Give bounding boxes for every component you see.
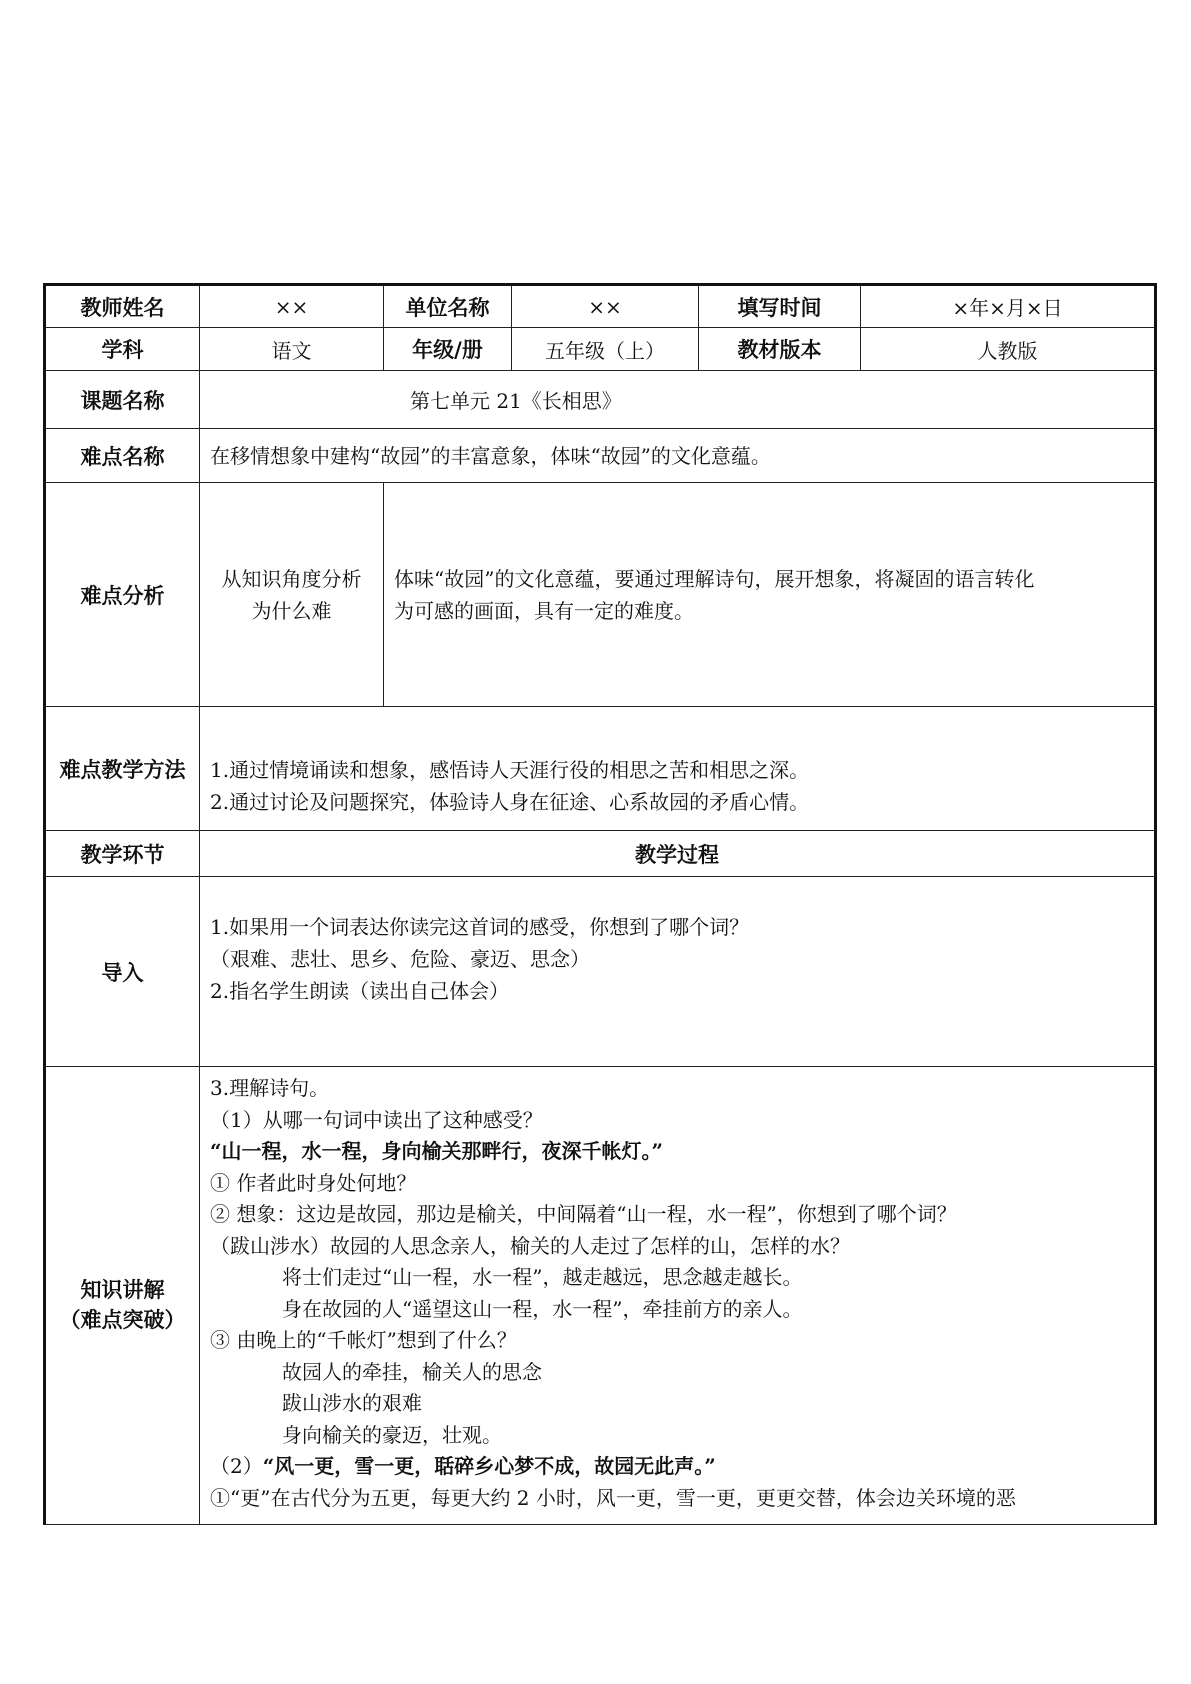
knowledge-line-4: ① 作者此时身处何地？ xyxy=(210,1170,417,1195)
lesson-plan-table xyxy=(43,283,1157,1525)
analysis-content xyxy=(384,483,1156,707)
difficulty-label: 难点名称 xyxy=(45,429,200,483)
knowledge-line-7: 将士们走过“山一程，水一程”，越走越远，思念越走越长。 xyxy=(282,1265,803,1289)
knowledge-label xyxy=(45,1067,200,1525)
intro-label: 导入 xyxy=(45,877,200,1067)
grade-label: 年级/册 xyxy=(384,328,512,371)
stage-header: 教学环节 xyxy=(45,831,200,877)
teacher-label: 教师姓名 xyxy=(45,285,200,328)
knowledge-line-14: ①“更”在古代分为五更，每更大约 2 小时，风一更，雪一更，更更交替，体会边关环境的恶 xyxy=(210,1485,1016,1510)
difficulty-value: 在移情想象中建构“故园”的丰富意象，体味“故园”的文化意蕴。 xyxy=(200,429,1156,483)
intro-line-2: （艰难、悲壮、思乡、危险、豪迈、思念） xyxy=(210,946,590,971)
date-label: 填写时间 xyxy=(699,285,861,328)
method-content xyxy=(200,707,1156,831)
analysis-sublabel-line2: 为什么难 xyxy=(251,598,332,623)
analysis-sublabel xyxy=(200,483,384,707)
knowledge-label-line1: 知识讲解 xyxy=(80,1277,165,1302)
knowledge-line-6: （跋山涉水）故园的人思念亲人，榆关的人走过了怎样的山，怎样的水？ xyxy=(210,1233,850,1258)
intro-line-3: 2.指名学生朗读（读出自己体会） xyxy=(210,978,510,1003)
difficulty-row xyxy=(45,429,1156,483)
lesson-label: 课题名称 xyxy=(45,371,200,429)
analysis-line-2: 为可感的画面，具有一定的难度。 xyxy=(394,598,694,623)
analysis-label: 难点分析 xyxy=(45,483,200,707)
knowledge-line-13 xyxy=(210,1451,1144,1483)
process-header: 教学过程 xyxy=(200,831,1156,877)
knowledge-line-13-prefix: （2） xyxy=(210,1454,263,1478)
analysis-row xyxy=(45,483,1156,707)
method-line-2: 2.通过讨论及问题探究，体验诗人身在征途、心系故园的矛盾心情。 xyxy=(210,790,810,814)
method-line-1: 1.通过情境诵读和想象，感悟诗人天涯行役的相思之苦和相思之深。 xyxy=(210,758,810,782)
intro-content xyxy=(200,877,1156,1067)
unit-value: ×× xyxy=(512,285,699,328)
knowledge-line-8: 身在故园的人“遥望这山一程，水一程”，牵挂前方的亲人。 xyxy=(282,1296,803,1321)
knowledge-line-1: 3.理解诗句。 xyxy=(210,1076,330,1100)
knowledge-line-12: 身向榆关的豪迈，壮观。 xyxy=(282,1422,502,1447)
knowledge-line-5: ② 想象：这边是故园，那边是榆关，中间隔着“山一程，水一程”，你想到了哪个词？ xyxy=(210,1202,957,1226)
knowledge-line-11: 跋山涉水的艰难 xyxy=(282,1391,422,1415)
analysis-line-1: 体味“故园”的文化意蕴，要通过理解诗句，展开想象，将凝固的语言转化 xyxy=(394,566,1035,591)
edition-value: 人教版 xyxy=(861,328,1156,371)
date-value: ×年×月×日 xyxy=(861,285,1156,328)
knowledge-line-13-text: “风一更，雪一更，聒碎乡心梦不成，故园无此声。” xyxy=(262,1454,716,1478)
knowledge-content xyxy=(200,1067,1156,1525)
edition-label: 教材版本 xyxy=(699,328,861,371)
subject-label: 学科 xyxy=(45,328,200,371)
intro-line-1: 1.如果用一个词表达你读完这首词的感受，你想到了哪个词？ xyxy=(210,914,750,939)
knowledge-line-10: 故园人的牵挂，榆关人的思念 xyxy=(282,1359,542,1384)
lesson-row xyxy=(45,371,1156,429)
intro-row xyxy=(45,877,1156,1067)
analysis-sublabel-line1: 从知识角度分析 xyxy=(221,566,362,591)
knowledge-label-line2: （难点突破） xyxy=(59,1307,186,1332)
knowledge-row xyxy=(45,1067,1156,1525)
lesson-title: 第七单元 21《长相思》 xyxy=(200,371,1156,429)
method-label: 难点教学方法 xyxy=(45,707,200,831)
teacher-value: ×× xyxy=(200,285,384,328)
subject-value: 语文 xyxy=(200,328,384,371)
header-row-2 xyxy=(45,328,1156,371)
process-header-row xyxy=(45,831,1156,877)
grade-value: 五年级（上） xyxy=(512,328,699,371)
knowledge-line-9: ③ 由晚上的“千帐灯”想到了什么？ xyxy=(210,1328,517,1352)
knowledge-line-2: （1）从哪一句词中读出了这种感受？ xyxy=(210,1107,543,1132)
knowledge-line-3: “山一程，水一程，身向榆关那畔行，夜深千帐灯。” xyxy=(210,1139,664,1163)
header-row-1 xyxy=(45,285,1156,328)
method-row xyxy=(45,707,1156,831)
unit-label: 单位名称 xyxy=(384,285,512,328)
